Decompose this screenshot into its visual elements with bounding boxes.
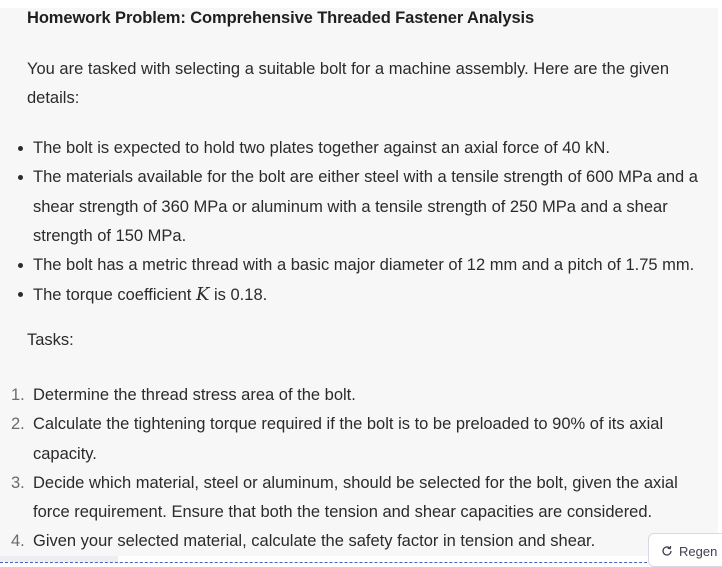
- regenerate-button[interactable]: [648, 533, 722, 567]
- detail-text: The bolt has a metric thread with a basic major diameter of 12 mm and a pitch of 1.75 mm.: [33, 256, 695, 275]
- details-list: [0, 134, 718, 311]
- problem-intro: You are tasked with selecting a suitable bolt for a machine assembly. Here are the given details:: [27, 60, 670, 107]
- bullet-icon: [18, 292, 23, 297]
- tasks-list: [0, 381, 718, 557]
- list-item: [0, 381, 718, 410]
- detail-text: The bolt is expected to hold two plates together against an axial force of 40 kN.: [33, 139, 610, 157]
- detail-text-prefix: The torque coefficient: [33, 286, 196, 305]
- math-symbol-k: K: [195, 284, 210, 306]
- list-item: [0, 251, 718, 280]
- list-item: [0, 134, 718, 163]
- detail-text-suffix: is 0.18.: [209, 286, 268, 305]
- bullet-icon: [18, 175, 23, 180]
- tasks-heading: Tasks:: [27, 331, 74, 349]
- panel-top-edge: [118, 0, 722, 8]
- task-text: Determine the thread stress area of the bolt.: [33, 386, 356, 404]
- list-item: [0, 527, 718, 556]
- bullet-icon: [18, 263, 23, 268]
- detail-text: The materials available for the bolt are either steel with a tensile strength of 600 MPa and a shear strength of 360 MPa or aluminum with a tensile strength of 250 MPa and a shear strength of 150 MPa.: [33, 168, 698, 245]
- task-number: 2.: [11, 415, 25, 434]
- task-text: Given your selected material, calculate the safety factor in tension and shear.: [33, 532, 596, 551]
- list-item: [0, 280, 718, 310]
- regenerate-label: Regen: [679, 544, 718, 559]
- task-text: Decide which material, steel or aluminum, should be selected for the bolt, given the axial force requirement. Ensure that both the tension and shear capacities are considered.: [33, 473, 678, 522]
- task-number: 3.: [11, 473, 25, 492]
- scrollbar-gutter: [718, 8, 722, 556]
- bullet-icon: [18, 146, 23, 151]
- list-item: [0, 410, 718, 469]
- list-item: [0, 163, 718, 251]
- task-number: 1.: [11, 386, 25, 404]
- regenerate-icon: [661, 545, 673, 559]
- problem-title: Homework Problem: Comprehensive Threaded Fastener Analysis: [27, 9, 535, 27]
- selection-border: [0, 562, 722, 563]
- list-item: [0, 469, 718, 528]
- task-text: Calculate the tightening torque required if the bolt is to be preloaded to 90% of its axial capacity.: [33, 415, 664, 463]
- task-number: 4.: [11, 532, 25, 551]
